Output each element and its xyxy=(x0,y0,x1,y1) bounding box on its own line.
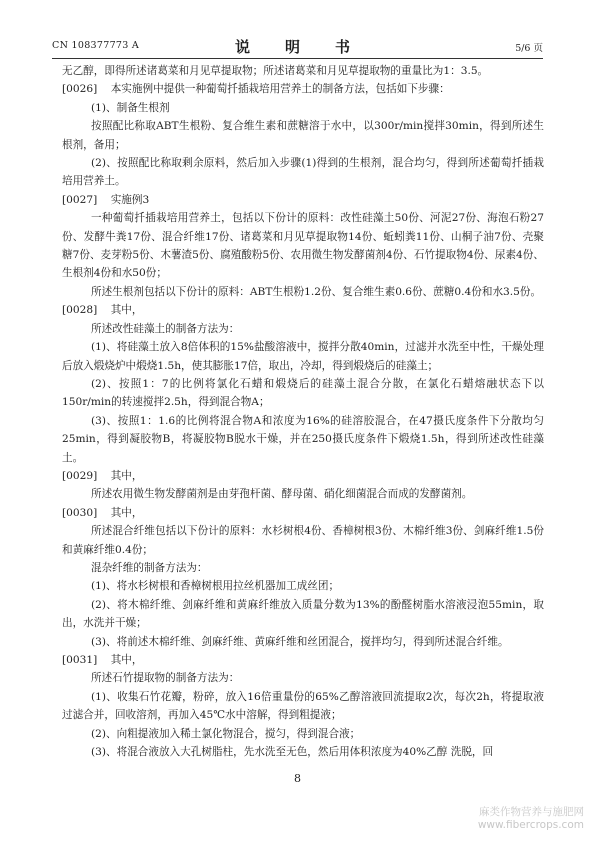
page-indicator: 5/6 页 xyxy=(515,43,543,54)
paragraph-text: (1)、将水杉树根和香樟树根用拉丝机器加工成丝团； xyxy=(91,580,340,593)
paragraph xyxy=(62,80,544,98)
paragraph-text: (1)、将硅藻土放入8倍体积的15%盐酸溶液中，搅拌分散40min，过滤并水洗至中性，干燥处理后放入煅烧炉中煅烧1.5h，使其膨胀17倍，取出，冷却，得到煅烧后的硅藻土； xyxy=(62,341,544,372)
paragraph-text: (1)、制备生根剂 xyxy=(91,101,170,114)
watermark xyxy=(434,806,584,832)
paragraph xyxy=(62,467,544,485)
paragraph xyxy=(62,485,544,503)
paragraph-text: 实施例3 xyxy=(110,193,150,206)
paragraph-text: 按照配比称取ABT生根粉、复合维生素和蔗糖溶于水中，以300r/min搅拌30min，得到所述生根剂，备用； xyxy=(62,120,544,151)
paragraph xyxy=(62,301,544,319)
document-body xyxy=(62,62,544,761)
paragraph-text: 所述混合纤维包括以下份计的原料：水杉树根4份、香樟树根3份、木棉纤维3份、剑麻纤维1.5份和黄麻纤维0.4份； xyxy=(62,525,544,556)
paragraph xyxy=(62,559,544,577)
paragraph xyxy=(62,283,544,301)
paragraph xyxy=(62,62,544,80)
paragraph-text: (3)、按照1：1.6的比例将混合物A和浓度为16%的硅溶胶混合，在47摄氏度条件下分散均匀25min，得到凝胶物B，将凝胶物B脱水干燥，并在250摄氏度条件下煅烧1.5h，得到所述改性硅藻土。 xyxy=(62,414,544,464)
paragraph-text: (1)、收集石竹花瓣，粉碎，放入16倍重量份的65%乙醇溶液回流提取2次，每次2h，将提取液过滤合并，回收溶剂，再加入45℃水中溶解，得到粗提液； xyxy=(62,690,544,722)
paragraph xyxy=(62,725,544,743)
paragraph-text: (2)、按照1：7的比例将氯化石蜡和煅烧后的硅藻土混合分散，在氯化石蜡熔融状态下以150r/min的转速搅拌2.5h，得到混合物A； xyxy=(62,377,544,409)
paragraph-text: 所述改性硅藻土的制备方法为： xyxy=(91,322,240,335)
paragraph-number: [0029] xyxy=(62,469,98,482)
paragraph-text: (3)、将混合液放入大孔树脂柱，先水洗至无色，然后用体积浓度为40%乙醇 洗脱，回 xyxy=(91,746,494,759)
paragraph xyxy=(62,117,544,154)
paragraph-text: 所述石竹提取物的制备方法为： xyxy=(91,672,240,685)
patent-number: CN 108377773 A xyxy=(52,40,140,51)
paragraph xyxy=(62,504,544,522)
paragraph-number: [0031] xyxy=(62,654,98,666)
header-divider xyxy=(52,58,543,59)
page-header xyxy=(52,36,543,56)
paragraph-text: 混杂纤维的制备方法为： xyxy=(91,561,208,574)
paragraph-text: (3)、将前述木棉纤维、剑麻纤维、黄麻纤维和丝团混合，搅拌均匀，得到所述混合纤维。 xyxy=(91,635,509,648)
paragraph xyxy=(62,99,544,117)
document-title: 说 明 书 xyxy=(234,38,360,56)
paragraph-text: (2)、向粗提液加入稀土氯化物混合，搅匀，得到混合液； xyxy=(91,727,361,740)
watermark-url: www.fibercrops.com xyxy=(477,819,584,831)
paragraph xyxy=(62,743,544,761)
paragraph-text: 其中， xyxy=(110,506,143,519)
paragraph xyxy=(62,320,544,338)
paragraph xyxy=(62,651,544,669)
paragraph xyxy=(62,688,544,725)
paragraph xyxy=(62,191,544,209)
paragraph-text: (2)、将木棉纤维、剑麻纤维和黄麻纤维放入质量分数为13%的酚醛树脂水溶液浸泡55min，取出，水洗并干燥； xyxy=(62,598,544,630)
paragraph xyxy=(62,375,544,412)
paragraph-text: 其中， xyxy=(110,304,143,317)
paragraph-number: [0030] xyxy=(62,506,98,519)
paragraph-text: 无乙醇，即得所述诸葛菜和月见草提取物；所述诸葛菜和月见草提取物的重量比为1：3.5。 xyxy=(62,65,489,77)
paragraph-text: 其中， xyxy=(110,654,143,666)
page-number: 8 xyxy=(294,772,301,785)
paragraph xyxy=(62,154,544,191)
paragraph-text: (2)、按照配比称取剩余原料，然后加入步骤(1)得到的生根剂，混合均匀，得到所述葡萄扦插栽培用营养土。 xyxy=(62,157,544,188)
paragraph-number: [0026] xyxy=(62,83,98,96)
paragraph-text: 所述农用微生物发酵菌剂是由芽孢杆菌、酵母菌、硝化细菌混合而成的发酵菌剂。 xyxy=(91,488,473,501)
paragraph xyxy=(62,633,544,651)
paragraph-text: 本实施例中提供一种葡萄扦插栽培用营养土的制备方法，包括如下步骤： xyxy=(110,83,450,96)
paragraph-text: 所述生根剂包括以下份计的原料：ABT生根粉1.2份、复合维生素0.6份、蔗糖0.4份和水3.5份。 xyxy=(91,285,542,298)
paragraph xyxy=(62,577,544,595)
paragraph-text: 其中， xyxy=(110,469,143,482)
paragraph xyxy=(62,338,544,375)
paragraph xyxy=(62,412,544,467)
paragraph xyxy=(62,669,544,687)
paragraph-number: [0028] xyxy=(62,304,98,317)
paragraph xyxy=(62,522,544,559)
watermark-title: 麻类作物营养与施肥网 xyxy=(479,806,584,818)
paragraph xyxy=(62,209,544,283)
paragraph-number: [0027] xyxy=(62,193,98,206)
paragraph-text: 一种葡萄扦插栽培用营养土，包括以下份计的原料：改性硅藻土50份、河泥27份、海泡石粉27份、发酵牛粪17份、混合纤维17份、诸葛菜和月见草提取物14份、蚯蚓粪11份、山桐子油7份、壳聚糖7份、麦芽粉5份、木薯渣5份、腐殖酸粉5份、农用微生物发酵菌剂4份、石竹提取物4份、尿素4份、生根剂4份和水50份； xyxy=(62,212,544,280)
paragraph xyxy=(62,596,544,633)
